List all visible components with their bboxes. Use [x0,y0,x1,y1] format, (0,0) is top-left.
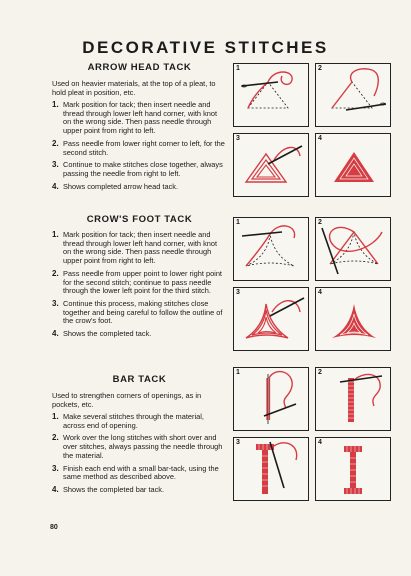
step-item [52,101,227,136]
bar-completed-illustration [316,438,390,500]
step-text: Pass needle from lower right corner to left, for the second stitch. [63,138,225,157]
step-item [52,270,227,296]
crow-completed-illustration [316,288,390,350]
figure-label: 2 [318,65,322,72]
step-text: Finish each end with a small bar-tack, using the same method as described above. [63,463,219,482]
steps-list [52,231,227,339]
page-number: 80 [50,524,58,531]
figure-label: 4 [318,135,322,142]
figure-crow-step-4 [315,287,391,351]
step-number: 2. [52,268,59,278]
step-number: 4. [52,181,59,191]
step-number: 3. [52,298,59,308]
steps-list [52,101,227,191]
step-text: Mark position for tack; then insert needle and thread through lower left hand corner, with knot on the wrong side. Then pass needle through upper point from right to left. [63,230,218,266]
bar-step-1-illustration [234,368,308,430]
step-text: Continue this process, making stitches close together and being careful to follow the outline of the crow's foot. [63,298,223,326]
section-title: ARROW HEAD TACK [87,62,192,73]
step-number: 3. [52,463,59,473]
figure-label: 2 [318,369,322,376]
step-text: Continue to make stitches close together, always passing the needle from right to left. [63,160,223,178]
step-number: 4. [52,484,59,494]
step-text: Pass needle from upper point to lower right point for the second stitch; continue to pass needle through the lower left point for the third stitch. [63,268,222,296]
bar-step-2-illustration [316,368,390,430]
figure-label: 2 [318,219,322,226]
crow-step-2-illustration [316,218,390,280]
step-item [52,140,227,157]
figure-arrow-step-3 [233,133,309,197]
figure-panel-crows-foot [233,217,393,353]
steps-list [52,413,227,495]
figure-arrow-step-2 [315,63,391,127]
figure-label: 1 [236,219,240,226]
step-number: 1. [52,100,59,109]
figure-panel-bar-tack [233,367,393,503]
figure-bar-step-1 [233,367,309,431]
step-item [52,161,227,178]
step-text: Mark position for tack; then insert needle and thread through lower left hand corner, with knot on the wrong side. Then pass needle through upper point from right to left. [63,100,218,136]
arrow-step-1-illustration [234,64,308,126]
figure-crow-step-3 [233,287,309,351]
arrow-step-2-illustration [316,64,390,126]
figure-label: 1 [236,65,240,72]
figure-label: 4 [318,289,322,296]
section-crows-foot-tack [52,214,227,343]
step-text: Make several stitches through the material, across end of opening. [63,412,204,430]
step-item [52,434,227,460]
step-number: 4. [52,329,59,339]
step-number: 1. [52,230,59,239]
step-text: Shows the completed bar tack. [63,484,165,494]
bar-step-3-illustration [234,438,308,500]
step-number: 1. [52,412,59,421]
step-text: Shows the completed tack. [63,329,152,339]
figure-bar-step-2 [315,367,391,431]
section-intro: Used to strengthen corners of openings, as in pockets, etc. [52,391,202,409]
section-intro: Used on heavier materials, at the top of a pleat, to hold pleat in position, etc. [52,79,216,97]
step-item [52,413,227,430]
figure-bar-step-4 [315,437,391,501]
crow-step-1-illustration [234,218,308,280]
step-text: Work over the long stitches with short over and over stitches, always passing the needle through the material. [63,433,223,460]
section-title: BAR TACK [112,374,167,385]
step-number: 2. [52,138,59,148]
arrow-step-3-illustration [234,134,308,196]
figure-label: 3 [236,289,240,296]
figure-panel-arrow-head [233,63,393,199]
step-item [52,486,227,495]
figure-label: 3 [236,439,240,446]
section-arrow-head-tack [52,62,227,195]
figure-label: 3 [236,135,240,142]
figure-label: 1 [236,369,240,376]
figure-crow-step-2 [315,217,391,281]
step-number: 2. [52,433,59,443]
section-bar-tack [52,374,227,499]
step-item [52,231,227,266]
step-item [52,183,227,192]
section-title: CROW'S FOOT TACK [86,214,193,225]
crow-step-3-illustration [234,288,308,350]
figure-label: 4 [318,439,322,446]
step-text: Shows completed arrow head tack. [63,181,179,191]
arrow-completed-illustration [316,134,390,196]
figure-arrow-step-1 [233,63,309,127]
step-number: 3. [52,160,59,170]
figure-crow-step-1 [233,217,309,281]
figure-arrow-step-4 [315,133,391,197]
figure-bar-step-3 [233,437,309,501]
step-item [52,300,227,326]
step-item [52,330,227,339]
page-title: DECORATIVE STITCHES [82,38,329,57]
step-item [52,465,227,482]
